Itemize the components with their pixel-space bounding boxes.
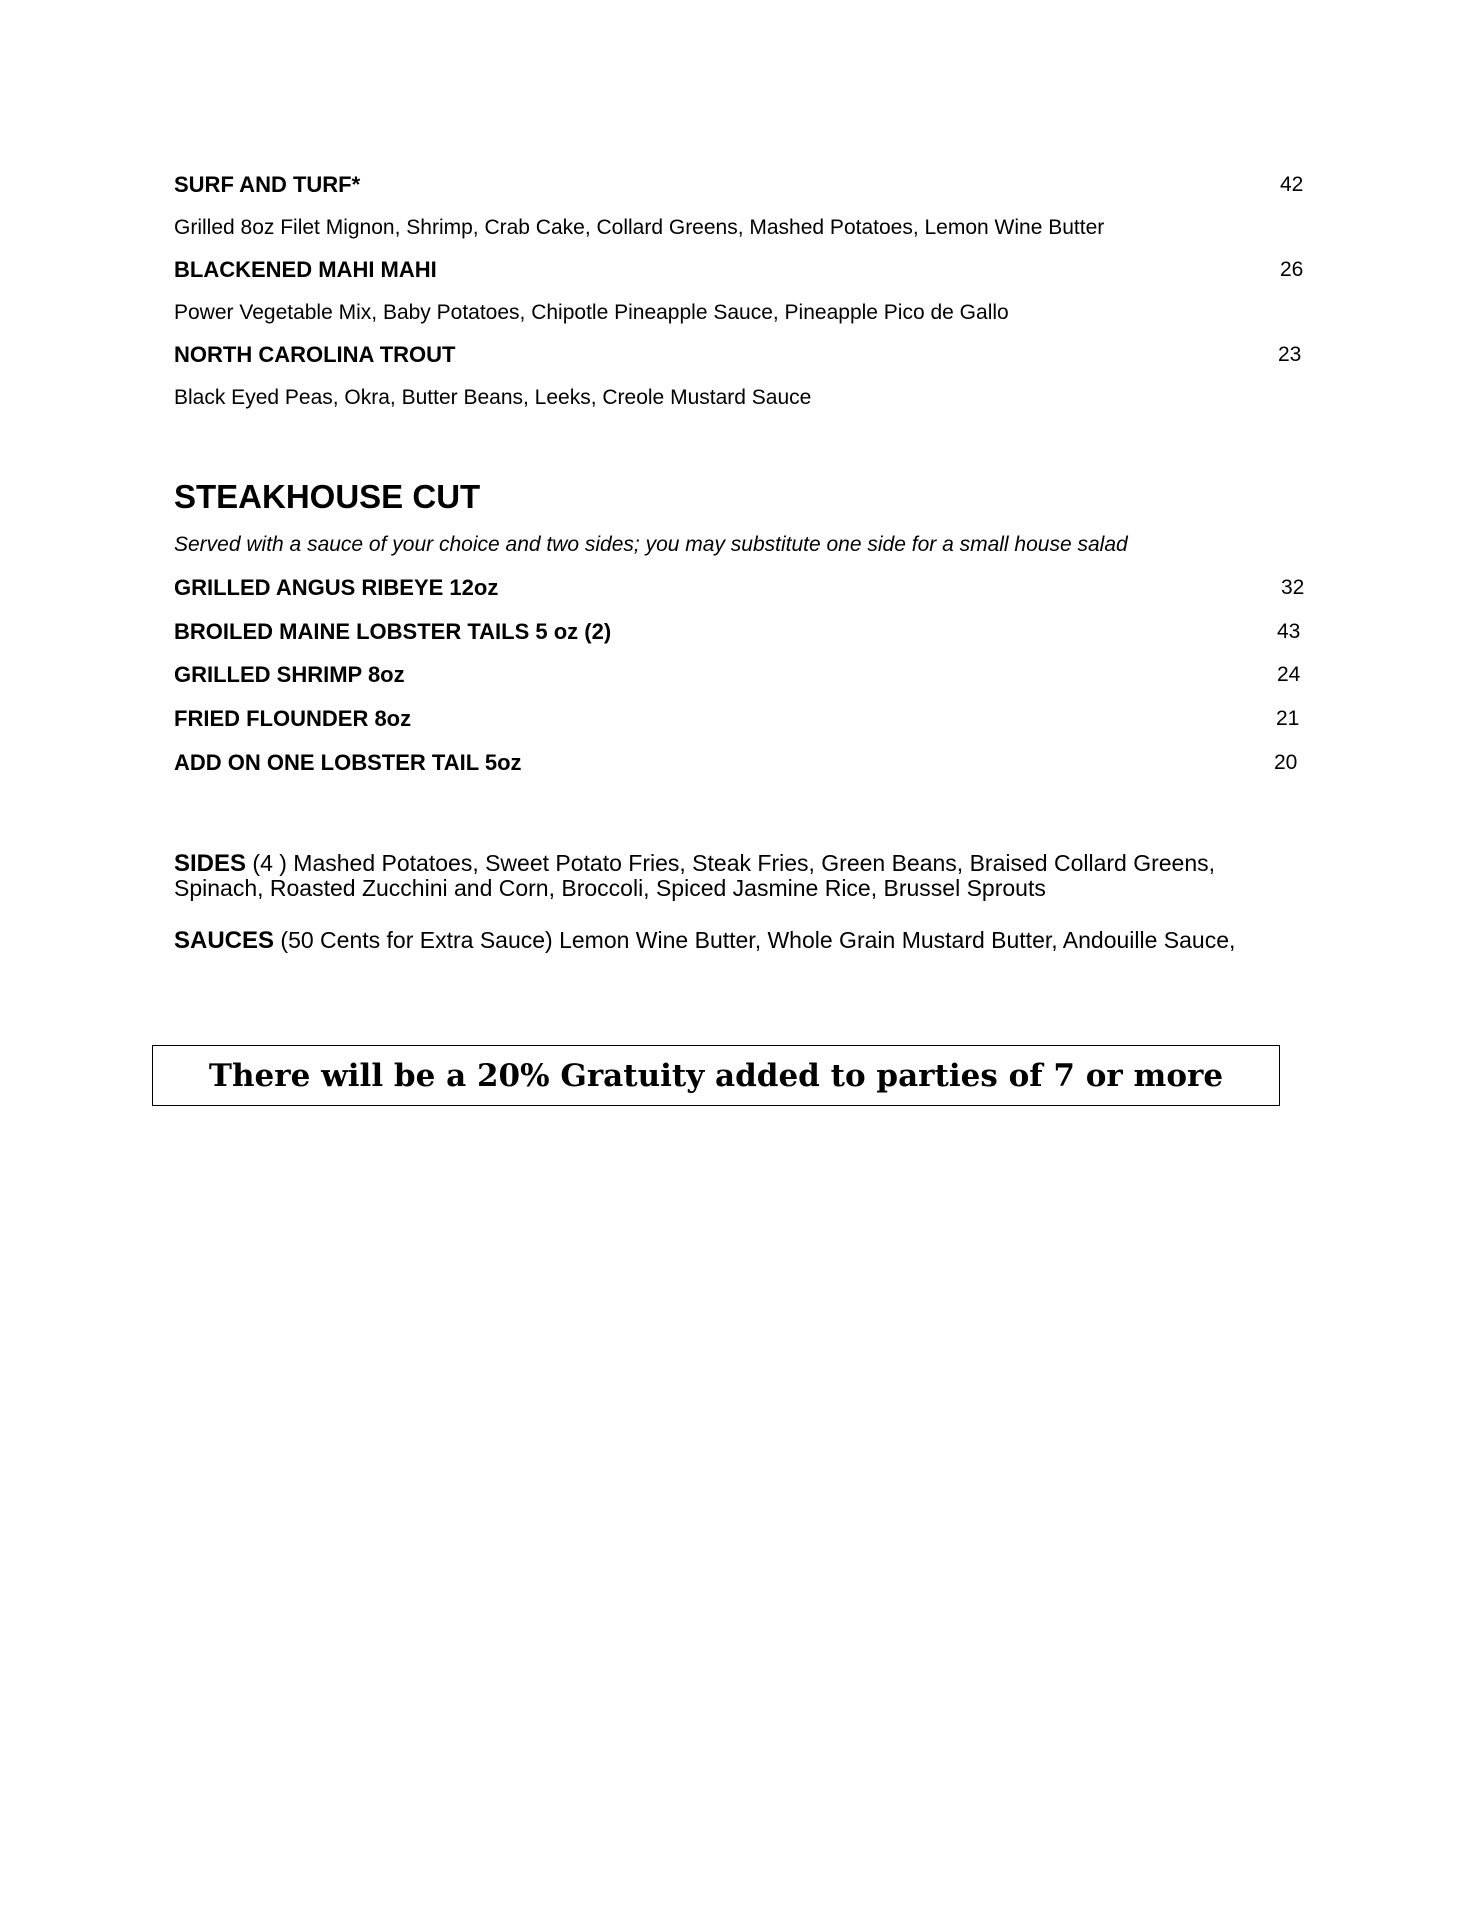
section-note: Served with a sauce of your choice and two sides; you may substitute one side for a small house salad (174, 533, 1128, 556)
sauces-text: (50 Cents for Extra Sauce) Lemon Wine Butter, Whole Grain Mustard Butter, Andouille Sauce, (274, 927, 1236, 953)
menu-item-description: Grilled 8oz Filet Mignon, Shrimp, Crab Cake, Collard Greens, Mashed Potatoes, Lemon Wine Butter (174, 216, 1105, 239)
menu-item-price: 21 (1276, 707, 1300, 730)
menu-item-name: BLACKENED MAHI MAHI (174, 257, 437, 282)
sauces-block (174, 928, 1304, 953)
menu-item-price: 23 (1278, 343, 1302, 366)
menu-item-add-lobster-tail (174, 747, 1304, 779)
menu-item-name: GRILLED ANGUS RIBEYE 12oz (174, 575, 499, 600)
menu-item-lobster-tails (174, 616, 1304, 648)
sides-line-2: Spinach, Roasted Zucchini and Corn, Broccoli, Spiced Jasmine Rice, Brussel Sprouts (174, 875, 1046, 901)
gratuity-notice-box (152, 1045, 1280, 1106)
sides-line-1 (174, 851, 1304, 876)
menu-item-name: BROILED MAINE LOBSTER TAILS 5 oz (2) (174, 619, 612, 644)
menu-item-description: Black Eyed Peas, Okra, Butter Beans, Leeks, Creole Mustard Sauce (174, 386, 812, 409)
menu-item-surf-and-turf (174, 169, 1304, 201)
menu-item-name: FRIED FLOUNDER 8oz (174, 706, 412, 731)
menu-item-price: 42 (1280, 173, 1304, 196)
menu-item-north-carolina-trout (174, 339, 1304, 371)
menu-item-angus-ribeye (174, 572, 1304, 604)
section-title-steakhouse-cut: STEAKHOUSE CUT (174, 478, 481, 515)
menu-item-description: Power Vegetable Mix, Baby Potatoes, Chipotle Pineapple Sauce, Pineapple Pico de Gallo (174, 301, 1009, 324)
sides-label: SIDES (174, 850, 247, 877)
menu-item-name: SURF AND TURF* (174, 172, 361, 197)
menu-item-price: 32 (1281, 576, 1305, 599)
menu-item-price: 26 (1280, 258, 1304, 281)
menu-item-price: 20 (1274, 751, 1298, 774)
sauces-label: SAUCES (174, 927, 275, 954)
sides-block (174, 851, 1304, 900)
menu-item-price: 43 (1277, 620, 1301, 643)
menu-item-name: ADD ON ONE LOBSTER TAIL 5oz (174, 750, 522, 775)
menu-item-price: 24 (1277, 663, 1301, 686)
sides-text: (4 ) Mashed Potatoes, Sweet Potato Fries, Steak Fries, Green Beans, Braised Collard Greens, (246, 850, 1216, 876)
menu-item-fried-flounder (174, 703, 1304, 735)
menu-item-name: NORTH CAROLINA TROUT (174, 342, 456, 367)
gratuity-notice-text: There will be a 20% Gratuity added to parties of 7 or more (208, 1057, 1224, 1094)
menu-item-grilled-shrimp (174, 659, 1304, 691)
menu-item-name: GRILLED SHRIMP 8oz (174, 662, 405, 687)
menu-item-blackened-mahi-mahi (174, 254, 1304, 286)
